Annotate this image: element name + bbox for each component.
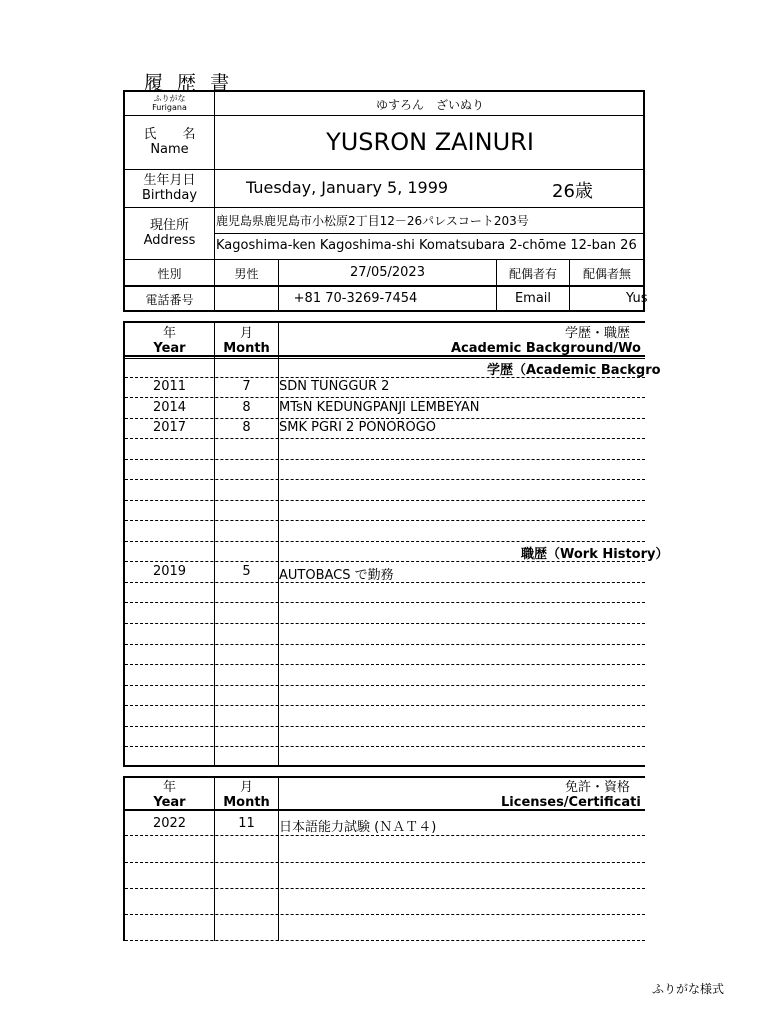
work-section-label: 職歴（Work History） xyxy=(521,547,669,562)
name-label-en: Name xyxy=(150,142,189,157)
phone-value: +81 70-3269-7454 xyxy=(293,291,418,306)
marital-label: 配偶者有 xyxy=(508,267,557,281)
history-year: 2011 xyxy=(152,379,187,394)
license-month-header-jp: 月 xyxy=(239,780,253,795)
history-year: 2019 xyxy=(152,564,187,579)
document-title: 履 歴 書 xyxy=(144,72,234,94)
history-month: 5 xyxy=(242,564,251,579)
address-label: 現住所 xyxy=(149,218,189,233)
gender-value: 男性 xyxy=(234,267,259,281)
birthday-value: Tuesday, January 5, 1999 xyxy=(246,178,449,197)
month-header-jp: 月 xyxy=(239,326,253,341)
history-year: 2014 xyxy=(152,400,187,415)
marital-value: 配偶者無 xyxy=(582,267,631,281)
phone-label: 電話番号 xyxy=(145,293,194,307)
gender-label: 性別 xyxy=(157,267,182,281)
history-year: 2017 xyxy=(152,420,187,435)
desc-header: Academic Background/Wo xyxy=(451,341,641,356)
history-month: 8 xyxy=(242,400,251,415)
birthday-label-en: Birthday xyxy=(141,188,198,203)
license-desc: 日本語能力試験 (ＮＡＴ４) xyxy=(279,820,437,835)
name-value: YUSRON ZAINURI xyxy=(326,128,534,156)
furigana-value: ゆすろん ざいぬり xyxy=(375,98,484,112)
history-month: 8 xyxy=(242,420,251,435)
address-label-en: Address xyxy=(143,233,196,248)
license-desc-header-jp: 免許・資格 xyxy=(565,780,631,795)
birthday-label: 生年月日 xyxy=(143,173,196,188)
personal-info-box xyxy=(123,90,648,312)
furigana-label: ふりがな xyxy=(153,94,186,103)
footer-note: ふりがな様式 xyxy=(652,982,725,996)
history-desc: MTsN KEDUNGPANJI LEMBEYAN xyxy=(279,400,480,415)
history-month: 7 xyxy=(242,379,251,394)
address-jp: 鹿児島県鹿児島市小松原2丁目12－26パレスコート203号 xyxy=(216,214,529,228)
license-year: 2022 xyxy=(152,816,187,831)
name-label: 氏 名 xyxy=(143,127,196,142)
month-header: Month xyxy=(223,341,270,356)
email-label: Email xyxy=(514,291,552,306)
year-header: Year xyxy=(153,341,186,356)
license-desc-header: Licenses/Certificati xyxy=(501,795,641,810)
license-month-header: Month xyxy=(223,795,270,810)
age-value: 26歳 xyxy=(552,181,593,202)
email-value: Yus xyxy=(626,291,648,306)
history-desc: AUTOBACS で勤務 xyxy=(279,568,394,583)
academic-section-label: 学歴（Academic Backgro xyxy=(487,363,661,378)
date-value: 27/05/2023 xyxy=(350,265,425,280)
address-en: Kagoshima-ken Kagoshima-shi Komatsubara 2-chōme 12-ban 26 xyxy=(216,238,637,253)
licenses-table xyxy=(123,776,645,941)
history-desc: SMK PGRI 2 PONOROGO xyxy=(279,420,437,435)
year-header-jp: 年 xyxy=(162,326,176,341)
desc-header-jp: 学歴・職歴 xyxy=(565,326,631,341)
license-year-header: Year xyxy=(153,795,186,810)
license-year-header-jp: 年 xyxy=(162,780,176,795)
history-table xyxy=(123,321,669,767)
history-desc: SDN TUNGGUR 2 xyxy=(279,379,390,394)
furigana-label-en: Furigana xyxy=(152,103,187,112)
license-month: 11 xyxy=(238,816,255,831)
